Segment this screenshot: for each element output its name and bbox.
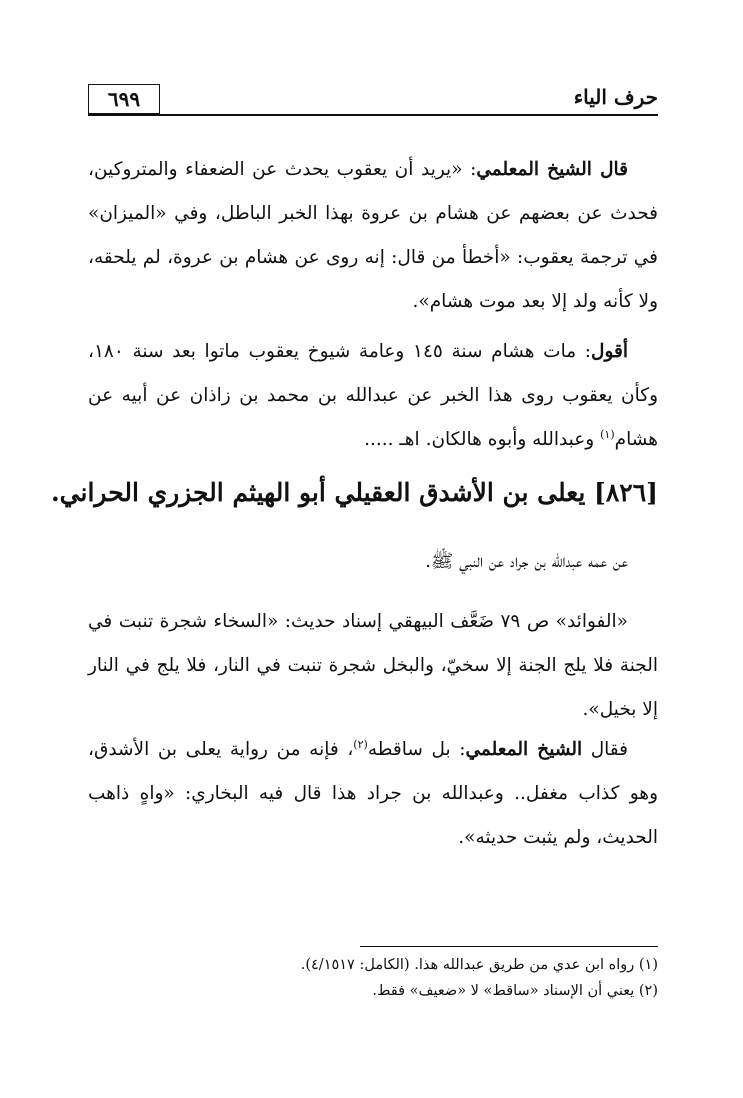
paragraph-text-rest: ، فإنه من رواية يعلى بن الأشدق، وهو كذاب مغفل.. وعبدالله بن جراد هذا قال فيه البخاري: «واهٍ ذاهب الحديث، ولم يثبت حديثه». [88,739,658,848]
footnote-1: (١) رواه ابن عدي من طريق عبدالله هذا. (الكامل: ٤/١٥١٧). [300,957,658,973]
footnote-ref-1[interactable]: (١) [600,427,615,441]
footnote-separator [360,946,658,947]
paragraph-2 [88,330,658,462]
footnote-ref-2[interactable]: (٢) [353,737,368,751]
paragraph-5 [88,728,658,860]
paragraph-text-tail: وعبدالله وأبوه هالكان. اهـ ..... [364,429,601,450]
paragraph-text: «الفوائد» ص ٧٩ ضَعَّف البيهقي إسناد حديث: «السخاء شجرة تنبت في الجنة فلا يلج الجنة إلا سخيّ، والبخل شجرة تنبت في النار، فلا يلج في النار إلا بخيل». [88,611,658,720]
paragraph-text: : «يريد أن يعقوب يحدث عن الضعفاء والمتروكين، فحدث عن بعضهم عن هشام بن عروة بهذا الخبر الباطل، وفي «الميزان» في ترجمة يعقوب: «أخطأ من قال: إنه روى عن هشام بن عروة، لم يلحقه، ولا كأنه ولد إلا بعد موت هشام». [88,159,658,312]
page-number: ٦٩٩ [88,84,160,114]
entry-heading: [٨٢٦] يعلى بن الأشدق العقيلي أبو الهيثم الجزري الحراني. [50,478,658,507]
footnote-2: (٢) يعني أن الإسناد «ساقط» لا «ضعيف» فقط. [372,983,658,999]
paragraph-4 [88,600,658,732]
paragraph-3 [88,540,658,584]
speaker-label: الشيخ المعلمي [465,739,583,760]
paragraph-1 [88,148,658,324]
speaker-label: أقول [591,341,628,362]
running-title: حرف الياء [573,85,658,109]
footnotes [88,952,658,1004]
page-header [88,78,658,118]
header-rule [88,114,658,116]
paragraph-text: عن عمه عبدالله بن جراد عن النبي ﷺ. [425,551,628,572]
paragraph-text: : مات هشام سنة ١٤٥ وعامة شيوخ يعقوب ماتوا بعد سنة ١٨٠، وكأن يعقوب روى هذا الخبر عن عبدالله بن محمد بن زاذان عن أبيه عن هشام [88,341,658,450]
speaker-label: قال الشيخ المعلمي [476,159,628,180]
paragraph-text-prefix: فقال [582,739,628,760]
paragraph-text: : بل ساقطه [367,739,466,760]
